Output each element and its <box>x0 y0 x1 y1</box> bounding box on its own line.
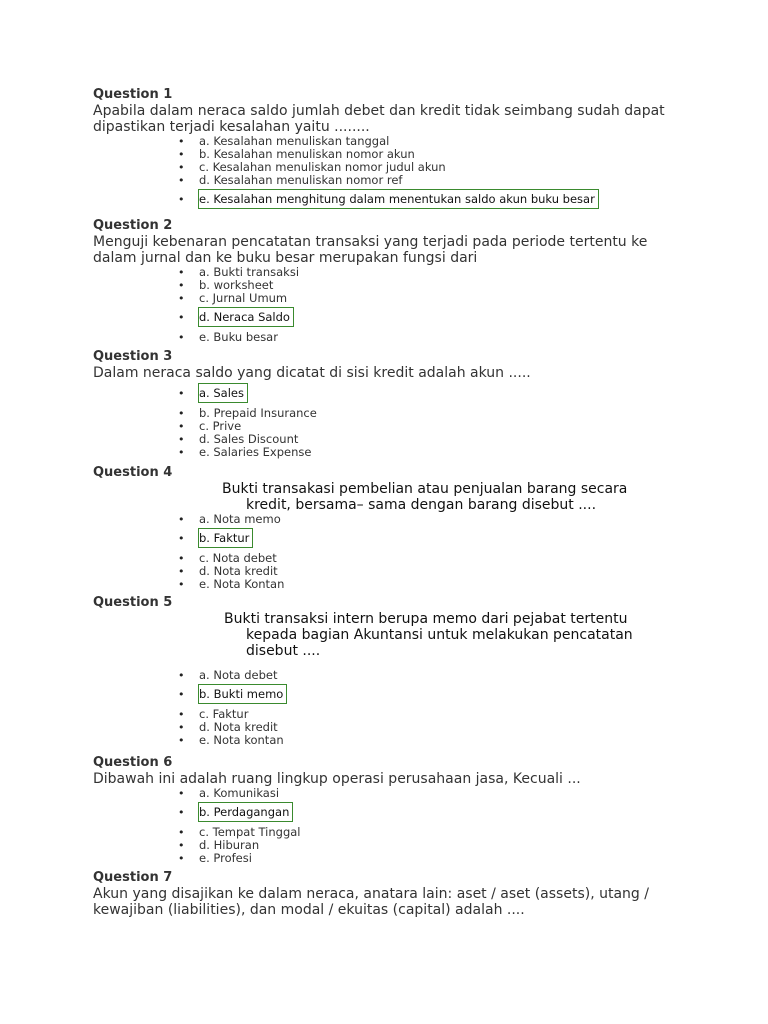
option-a[interactable]: • a. Komunikasi <box>178 787 683 800</box>
question-title: Question 7 <box>93 870 173 885</box>
question-text-line-2: kepada bagian Akuntansi untuk melakukan pencatatan <box>246 627 633 643</box>
correct-answer-box: b. Faktur <box>198 528 253 548</box>
option-b[interactable]: • b. Prepaid Insurance <box>178 407 683 420</box>
option-a-correct[interactable] <box>178 383 683 403</box>
question-3 <box>93 349 683 459</box>
question-title: Question 1 <box>93 87 173 102</box>
question-text: Dibawah ini adalah ruang lingkup operasi perusahaan jasa, Kecuali ... <box>93 771 581 787</box>
question-text: Dalam neraca saldo yang dicatat di sisi kredit adalah akun ..... <box>93 365 531 381</box>
option-e[interactable]: • e. Salaries Expense <box>178 446 683 459</box>
option-b[interactable]: • b. worksheet <box>178 279 683 292</box>
option-list <box>178 669 683 747</box>
question-6 <box>93 755 683 865</box>
correct-answer-box: b. Bukti memo <box>198 684 287 704</box>
option-c[interactable]: • c. Faktur <box>178 708 683 721</box>
question-text-line-3: disebut .... <box>246 643 321 659</box>
option-c[interactable]: • c. Prive <box>178 420 683 433</box>
option-d[interactable]: • d. Kesalahan menuliskan nomor ref <box>178 174 683 187</box>
option-list <box>178 266 683 344</box>
correct-answer-box: b. Perdagangan <box>198 802 293 822</box>
option-list <box>178 135 683 209</box>
question-text-line-1: Bukti transakasi pembelian atau penjualan barang secara <box>222 481 628 497</box>
option-d[interactable]: • d. Sales Discount <box>178 433 683 446</box>
question-text: Menguji kebenaran pencatatan transaksi yang terjadi pada periode tertentu ke dalam jurnal dan ke buku besar merupakan fungsi dari <box>93 234 648 266</box>
question-4 <box>93 465 683 591</box>
option-b-correct[interactable] <box>178 528 683 548</box>
option-d[interactable]: • d. Hiburan <box>178 839 683 852</box>
option-e[interactable]: • e. Profesi <box>178 852 683 865</box>
question-title: Question 6 <box>93 755 173 770</box>
option-e[interactable]: • e. Nota Kontan <box>178 578 683 591</box>
option-d[interactable]: • d. Nota kredit <box>178 721 683 734</box>
question-text: Apabila dalam neraca saldo jumlah debet dan kredit tidak seimbang sudah dapat dipastikan terjadi kesalahan yaitu ........ <box>93 103 665 135</box>
option-e[interactable]: • e. Nota kontan <box>178 734 683 747</box>
option-b[interactable]: • b. Kesalahan menuliskan nomor akun <box>178 148 683 161</box>
option-c[interactable]: • c. Tempat Tinggal <box>178 826 683 839</box>
option-e-correct[interactable] <box>178 189 683 209</box>
option-a[interactable]: • a. Bukti transaksi <box>178 266 683 279</box>
option-list <box>178 383 683 459</box>
question-title: Question 3 <box>93 349 173 364</box>
question-5 <box>93 595 683 747</box>
question-text: Akun yang disajikan ke dalam neraca, anatara lain: aset / aset (assets), utang / kewajiban (liabilities), dan modal / ekuitas (capital) adalah .... <box>93 886 649 918</box>
option-a[interactable]: • a. Nota debet <box>178 669 683 682</box>
option-a[interactable]: • a. Kesalahan menuliskan tanggal <box>178 135 683 148</box>
question-title: Question 2 <box>93 218 173 233</box>
question-7 <box>93 870 683 918</box>
option-d-correct[interactable] <box>178 307 683 327</box>
option-c[interactable]: • c. Jurnal Umum <box>178 292 683 305</box>
question-title: Question 4 <box>93 465 173 480</box>
option-a[interactable]: • a. Nota memo <box>178 513 683 526</box>
option-list <box>178 513 683 591</box>
question-1 <box>93 87 683 213</box>
question-2 <box>93 218 683 344</box>
option-d[interactable]: • d. Nota kredit <box>178 565 683 578</box>
option-e[interactable]: • e. Buku besar <box>178 331 683 344</box>
correct-answer-box: d. Neraca Saldo <box>198 307 294 327</box>
question-text-line-1: Bukti transaksi intern berupa memo dari pejabat tertentu <box>224 611 628 627</box>
option-c[interactable]: • c. Kesalahan menuliskan nomor judul akun <box>178 161 683 174</box>
option-c[interactable]: • c. Nota debet <box>178 552 683 565</box>
question-title: Question 5 <box>93 595 173 610</box>
question-text-line-2: kredit, bersama– sama dengan barang disebut .... <box>246 497 597 513</box>
option-list <box>178 787 683 865</box>
option-b-correct[interactable] <box>178 684 683 704</box>
option-b-correct[interactable] <box>178 802 683 822</box>
correct-answer-box: e. Kesalahan menghitung dalam menentukan saldo akun buku besar <box>198 189 599 209</box>
correct-answer-box: a. Sales <box>198 383 248 403</box>
